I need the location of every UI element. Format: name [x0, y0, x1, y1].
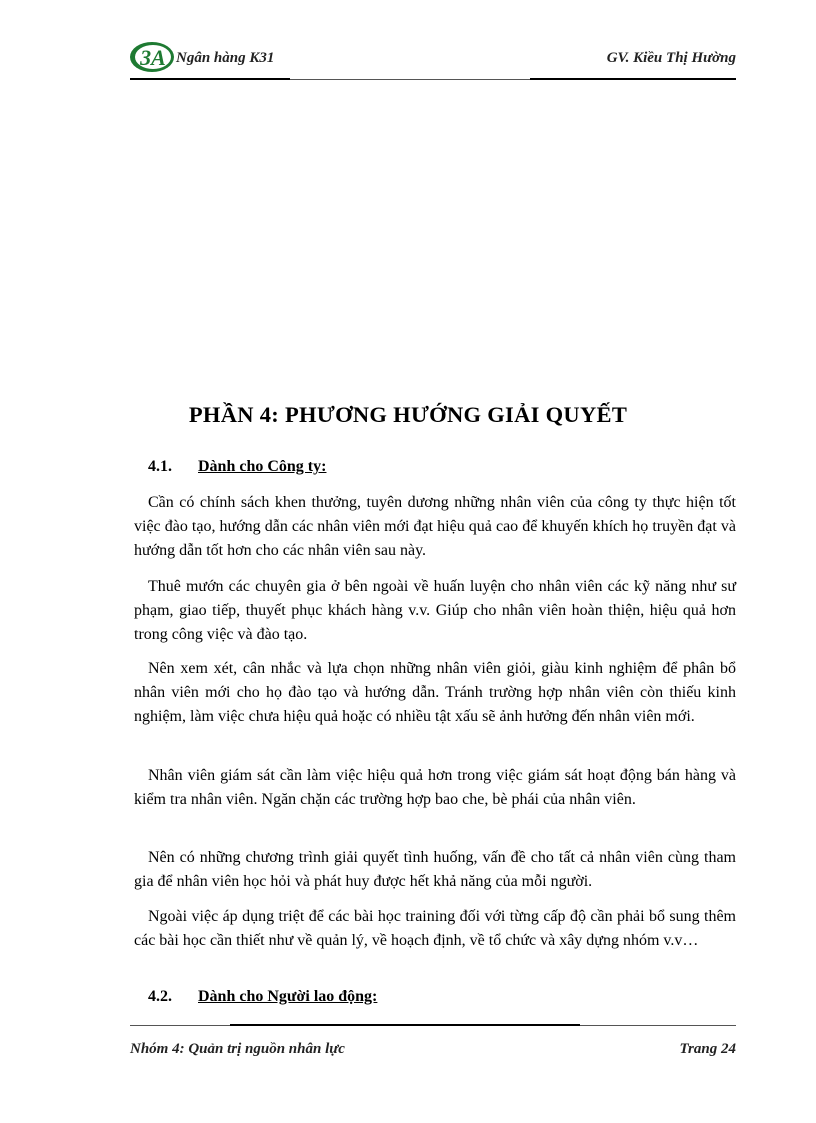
section-heading	[148, 458, 326, 476]
footer-group: Nhóm 4: Quản trị nguồn nhân lực	[130, 1041, 345, 1057]
svg-text:3A: 3A	[140, 45, 166, 70]
section-number: 4.1.	[148, 458, 172, 475]
paragraph: Nhân viên giám sát cần làm việc hiệu quả hơn trong việc giám sát hoạt động bán hàng và kiểm tra nhân viên. Ngăn chặn các trường hợp bao che, bè phái của nhân viên.	[134, 767, 736, 808]
paragraph: Nên xem xét, cân nhắc và lựa chọn những nhân viên giỏi, giàu kinh nghiệm để phân bổ nhân viên mới cho họ đào tạo và hướng dẫn. Tránh trường hợp nhân viên còn thiếu kinh nghiệm, làm việc chưa hiệu quả hoặc có nhiều tật xấu sẽ ảnh hưởng đến nhân viên mới.	[134, 660, 736, 725]
header-course: Ngân hàng K31	[176, 50, 275, 66]
footer-rule	[130, 1025, 736, 1026]
header-teacher: GV. Kiều Thị Hường	[606, 50, 736, 66]
header-rule	[130, 79, 736, 80]
section-heading	[148, 988, 377, 1006]
section-title: Dành cho Công ty:	[198, 458, 327, 475]
page-title: PHẦN 4: PHƯƠNG HƯỚNG GIẢI QUYẾT	[188, 402, 628, 427]
paragraph: Ngoài việc áp dụng triệt để các bài học training đối với từng cấp độ cần phải bổ sung thêm các bài học cần thiết như về quản lý, về hoạch định, về tổ chức và xây dựng nhóm v.v…	[134, 908, 736, 949]
section-number: 4.2.	[148, 988, 172, 1005]
paragraph: Nên có những chương trình giải quyết tình huống, vấn đề cho tất cả nhân viên cùng tham gia để nhân viên học hỏi và phát huy được hết khả năng của mỗi người.	[134, 849, 736, 890]
page-number: Trang 24	[679, 1041, 736, 1057]
paragraph: Thuê mướn các chuyên gia ở bên ngoài về huấn luyện cho nhân viên các kỹ năng như sư phạm, giao tiếp, thuyết phục khách hàng v.v. Giúp cho nhân viên hoàn thiện, hiệu quả hơn trong công việc và đào tạo.	[134, 578, 736, 643]
logo-3a	[128, 40, 176, 74]
paragraph: Cần có chính sách khen thưởng, tuyên dương những nhân viên của công ty thực hiện tốt việc đào tạo, hướng dẫn các nhân viên mới đạt hiệu quả cao để khuyến khích họ truyền đạt và hướng dẫn tốt hơn cho các nhân viên sau này.	[134, 494, 736, 559]
section-title: Dành cho Người lao động:	[198, 988, 378, 1005]
